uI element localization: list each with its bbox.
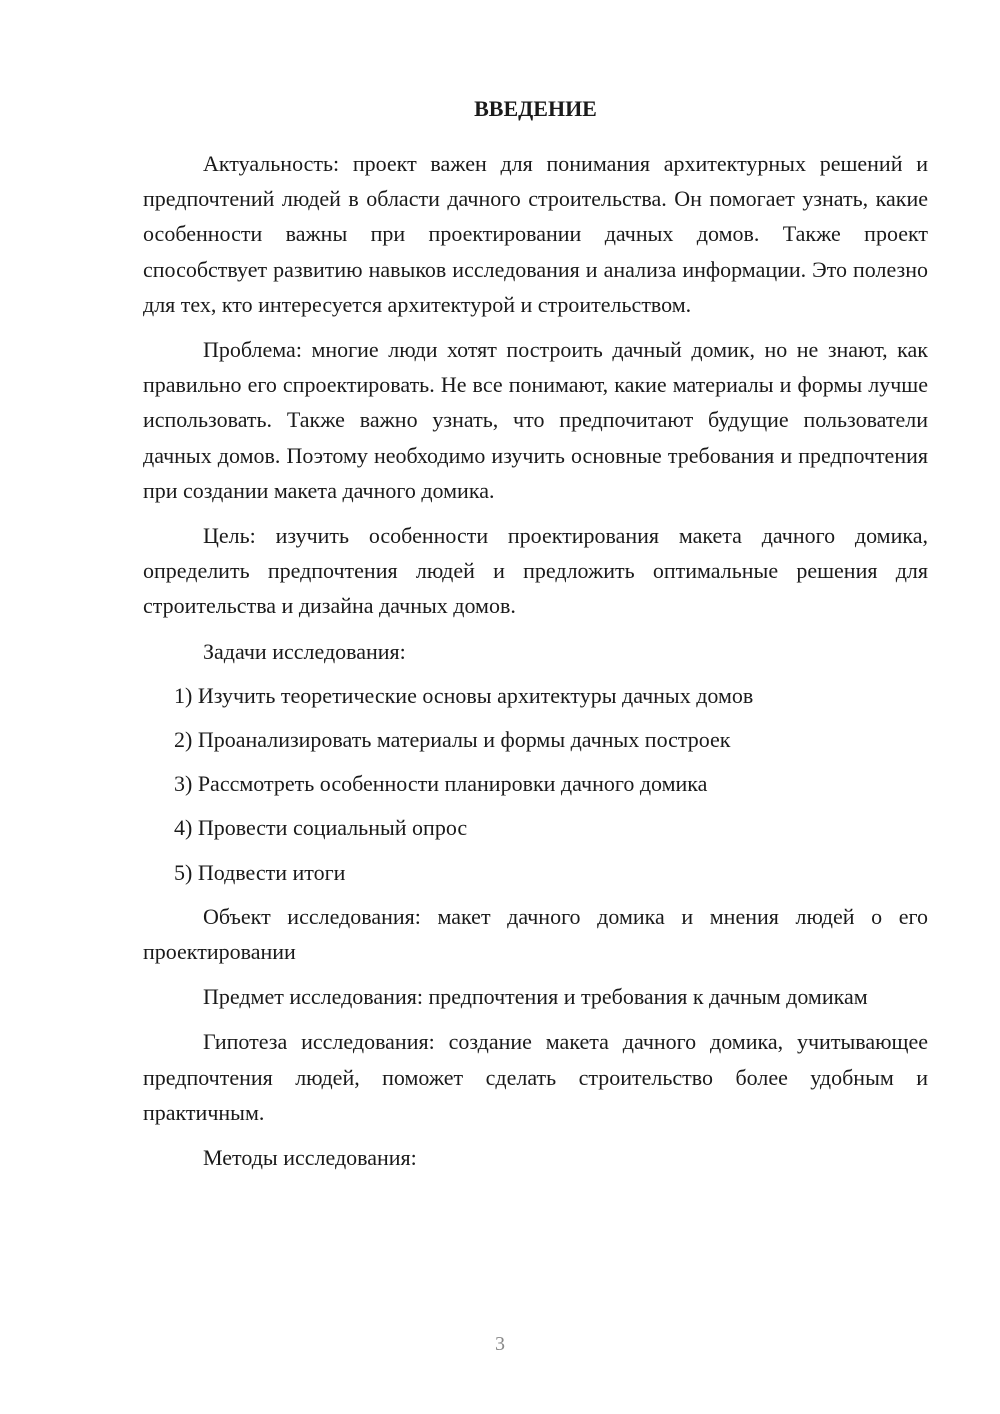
methods-title: Методы исследования: <box>203 1145 417 1171</box>
subject-paragraph: Предмет исследования: предпочтения и требования к дачным домикам <box>203 984 868 1010</box>
document-page <box>143 92 928 1185</box>
task-item: 2) Проанализировать материалы и формы дачных построек <box>174 727 731 753</box>
problem-paragraph: Проблема: многие люди хотят построить дачный домик, но не знают, как правильно его спроектировать. Не все понимают, какие материалы и формы лучше использовать. Также важно узнать, что предпочитают будущие пользователи дачных домов. Поэтому необходимо изучить основные требования и предпочтения при создании макета дачного домика. <box>143 337 928 503</box>
goal-paragraph: Цель: изучить особенности проектирования макета дачного домика, определить предпочтения людей и предложить оптимальные решения для строительства и дизайна дачных домов. <box>143 523 928 619</box>
hypothesis-paragraph: Гипотеза исследования: создание макета дачного домика, учитывающее предпочтения людей, поможет сделать строительство более удобным и практичным. <box>143 1029 928 1125</box>
tasks-list <box>143 678 928 890</box>
object-paragraph: Объект исследования: макет дачного домика и мнения людей о его проектировании <box>143 903 928 965</box>
task-item: 1) Изучить теоретические основы архитектуры дачных домов <box>174 682 754 708</box>
page-number: 3 <box>495 1333 505 1355</box>
task-item: 4) Провести социальный опрос <box>174 815 468 841</box>
task-item: 5) Подвести итоги <box>174 859 346 885</box>
relevance-paragraph: Актуальность: проект важен для понимания архитектурных решений и предпочтений людей в области дачного строительства. Он помогает узнать, какие особенности важны при проектировании дачных домов. Также проект способствует развитию навыков исследования и анализа информации. Это полезно для тех, кто интересуется архитектурой и строительством. <box>143 151 928 317</box>
task-item: 3) Рассмотреть особенности планировки дачного домика <box>174 771 708 797</box>
page-title: ВВЕДЕНИЕ <box>474 96 597 121</box>
tasks-title: Задачи исследования: <box>203 638 406 664</box>
